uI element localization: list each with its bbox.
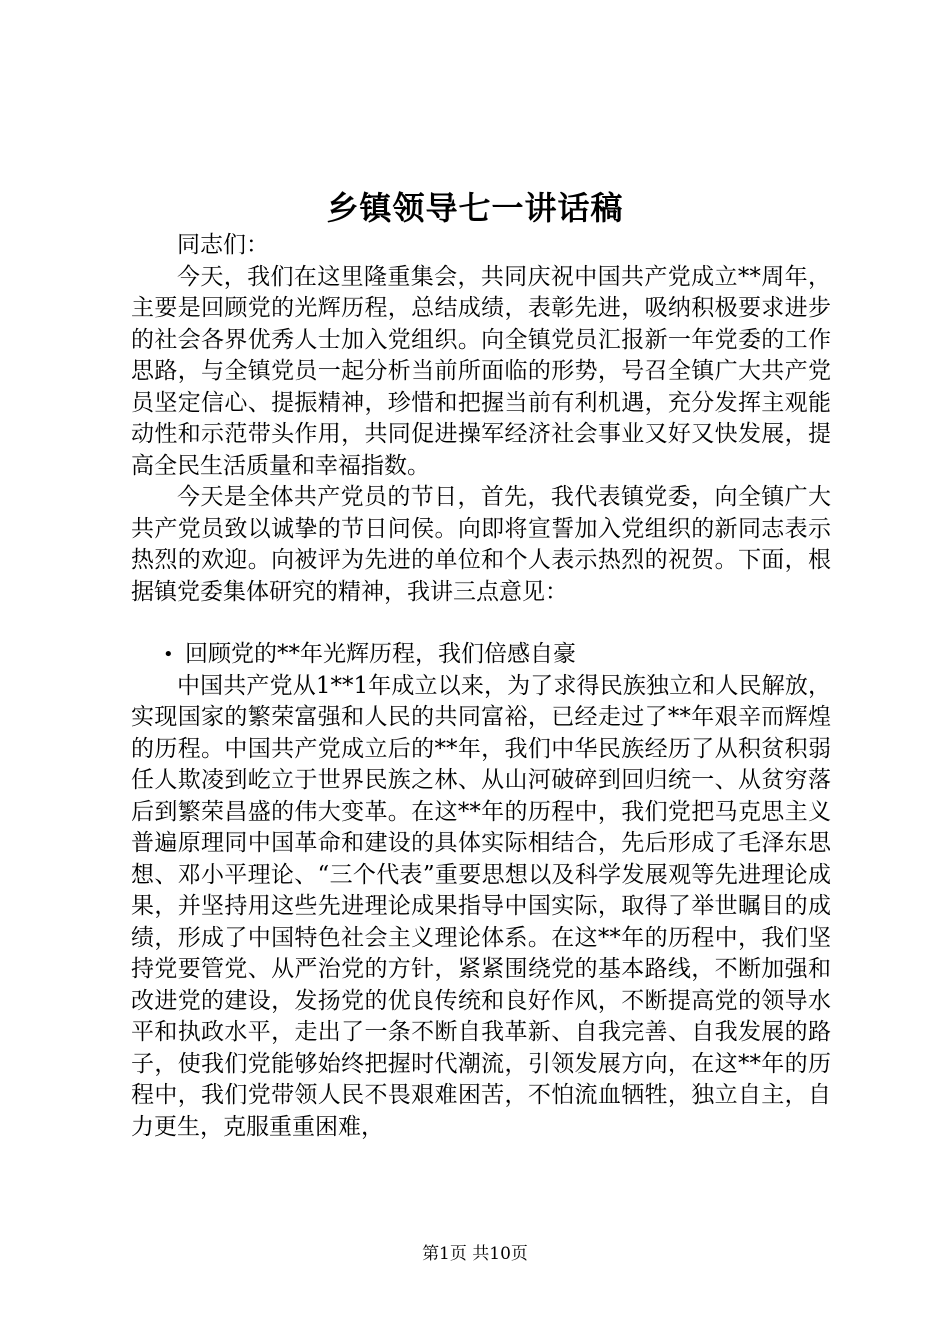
document-title: 乡镇领导七一讲话稿 (326, 189, 624, 227)
paragraph-opening: 今天，我们在这里隆重集会，共同庆祝中国共产党成立**周年，主要是回顾党的光辉历程，总结成绩，表彰先进，吸纳积极要求进步的社会各界优秀人士加入党组织。向全镇党员汇报新一年党委的工作思路，与全镇党员一起分析当前所面临的形势，号召全镇广大共产党员坚定信心、提振精神，珍惜和把握当前有利机遇，充分发挥主观能动性和示范带头作用，共同促进操军经济社会事业又好又快发展，提高全民生活质量和幸福指数。 (131, 263, 831, 479)
paragraph-greeting: 今天是全体共产党员的节日，首先，我代表镇党委，向全镇广大共产党员致以诚挚的节日问侯。向即将宣誓加入党组织的新同志表示热烈的欢迎。向被评为先进的单位和个人表示热烈的祝贺。下面，根据镇党委集体研究的精神，我讲三点意见： (131, 484, 831, 605)
paragraph-history: 中国共产党从1**1年成立以来，为了求得民族独立和人民解放，实现国家的繁荣富强和人民的共同富裕，已经走过了**年艰辛而辉煌的历程。中国共产党成立后的**年，我们中华民族经历了从积贫积弱任人欺凌到屹立于世界民族之林、从山河破碎到回归统一、从贫穷落后到繁荣昌盛的伟大变革。在这**年的历程中，我们党把马克思主义普遍原理同中国革命和建设的具体实际相结合，先后形成了毛泽东思想、邓小平理论、“三个代表”重要思想以及科学发展观等先进理论成果，并坚持用这些先进理论成果指导中国实际，取得了举世瞩目的成绩，形成了中国特色社会主义理论体系。在这**年的历程中，我们坚持党要管党、从严治党的方针，紧紧围绕党的基本路线，不断加强和改进党的建设，发扬党的优良传统和良好作风，不断提高党的领导水平和执政水平，走出了一条不断自我革新、自我完善、自我发展的路子，使我们党能够始终把握时代潮流，引领发展方向，在这**年的历程中，我们党带领人民不畏艰难困苦，不怕流血牺牲，独立自主，自力更生，克服重重困难， (131, 672, 831, 1140)
salutation: 同志们： (177, 232, 269, 258)
page-footer: 第1页 共10页 (422, 1244, 528, 1264)
section-heading (131, 639, 831, 671)
document-body (131, 230, 831, 1143)
bullet-icon: • (163, 644, 174, 665)
section-heading-text: 回顾党的**年光辉历程，我们倍感自豪 (185, 641, 576, 667)
